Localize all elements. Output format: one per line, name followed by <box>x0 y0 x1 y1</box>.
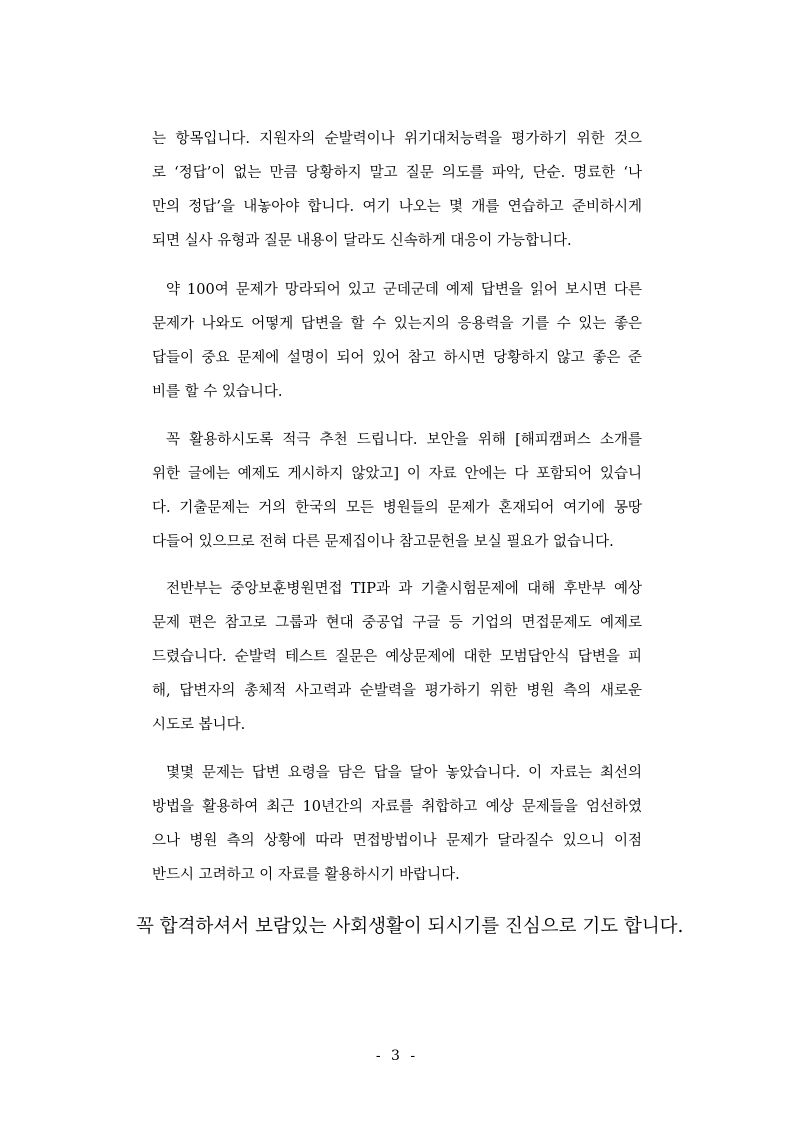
paragraph-1 <box>152 122 642 258</box>
text-line: 문제 편은 참고로 그룹과 현대 중공업 구글 등 기업의 면접문제도 예제로 <box>152 615 642 631</box>
text-line: 해, 답변자의 총체적 사고력과 순발력을 평가하기 위한 병원 측의 새로운 <box>152 683 642 699</box>
text-line: 문제가 나와도 어떻게 답변을 할 수 있는지의 응용력을 기를 수 있는 좋은 <box>152 316 642 332</box>
paragraph-4 <box>152 572 642 742</box>
text-line: 전반부는 중앙보훈병원면접 TIP과 과 기출시험문제에 대해 후반부 예상 <box>166 581 642 597</box>
text-line: 시도로 봅니다. <box>152 717 246 733</box>
text-line: 으나 병원 측의 상황에 따라 면접방법이나 문제가 달라질수 있으니 이점 <box>152 833 642 849</box>
text-line: 약 100여 문제가 망라되어 있고 군데군데 예제 답변을 읽어 보시면 다른 <box>166 282 642 298</box>
text-line: 방법을 활용하여 최근 10년간의 자료를 취합하고 예상 문제들을 엄선하였 <box>152 799 642 815</box>
text-line: 다들어 있으므로 전혀 다른 문제집이나 참고문헌을 보실 필요가 없습니다. <box>152 534 614 550</box>
text-line: 는 항목입니다. 지원자의 순발력이나 위기대처능력을 평가하기 위한 것으 <box>152 131 642 147</box>
text-line: 드렸습니다. 순발력 테스트 질문은 예상문제에 대한 모범답안식 답변을 피 <box>152 649 642 665</box>
text-line: 다. 기출문제는 거의 한국의 모든 병원들의 문제가 혼재되어 여기에 몽땅 <box>152 500 642 516</box>
text-line: 반드시 고려하고 이 자료를 활용하시기 바랍니다. <box>152 867 460 883</box>
paragraph-5 <box>152 756 642 892</box>
text-line: 비를 할 수 있습니다. <box>152 384 283 400</box>
paragraph-3 <box>152 423 642 559</box>
text-line: 꼭 활용하시도록 적극 추천 드립니다. 보안을 위해 [해피캠퍼스 소개를 <box>166 432 642 448</box>
text-line: 되면 실사 유형과 질문 내용이 달라도 신속하게 대응이 가능합니다. <box>152 233 572 249</box>
page-number: - 3 - <box>375 1048 419 1064</box>
text-line: 로 ‘정답’이 없는 만큼 당황하지 말고 질문 의도를 파악, 단순. 명료한 ‘나 <box>152 165 642 181</box>
text-line: 만의 정답’을 내놓아야 합니다. 여기 나오는 몇 개를 연습하고 준비하시게 <box>152 199 642 215</box>
text-line: 위한 글에는 예제도 게시하지 않았고] 이 자료 안에는 다 포함되어 있습니 <box>152 466 642 482</box>
text-line: 답들이 중요 문제에 설명이 되어 있어 참고 하시면 당황하지 않고 좋은 준 <box>152 350 642 366</box>
paragraph-2 <box>152 273 642 409</box>
text-line: 몇몇 문제는 답변 요령을 담은 답을 달아 놓았습니다. 이 자료는 최선의 <box>166 765 642 781</box>
closing-message: 꼭 합격하셔서 보람있는 사회생활이 되시기를 진심으로 기도 합니다. <box>136 916 684 937</box>
